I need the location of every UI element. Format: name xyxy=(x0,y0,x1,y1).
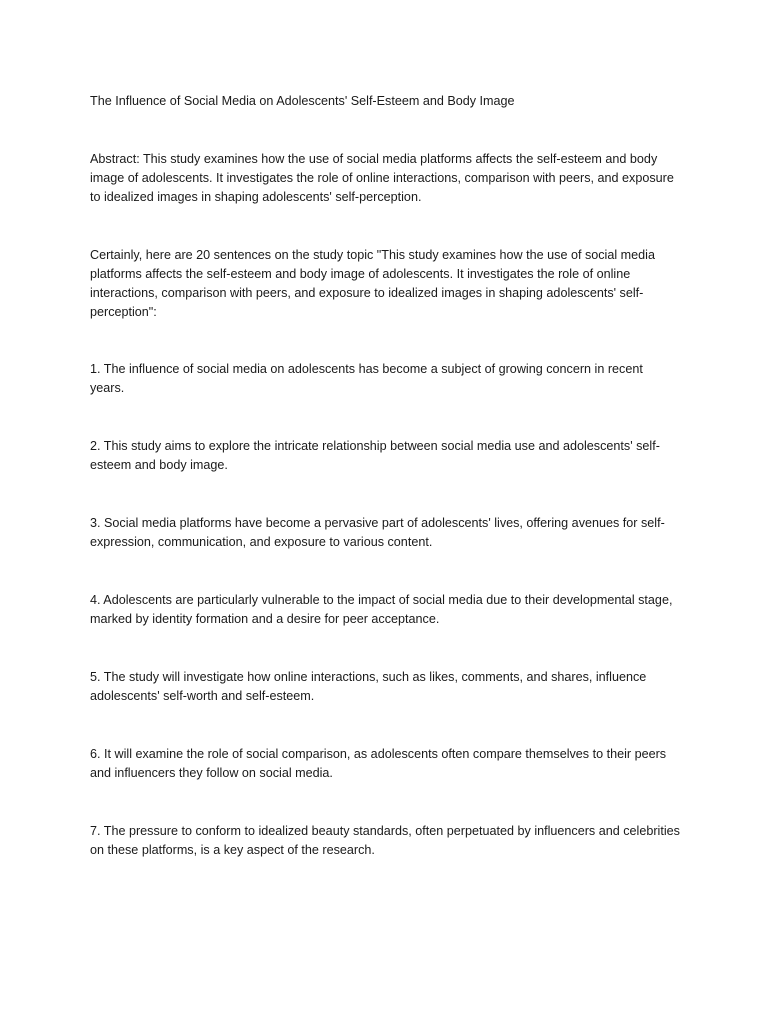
list-item: 3. Social media platforms have become a pervasive part of adolescents' lives, offering avenues for self-expression, communication, and exposure to various content. xyxy=(90,516,665,549)
intro-paragraph: Certainly, here are 20 sentences on the study topic "This study examines how the use of social media platforms affects the self-esteem and body image of adolescents. It investigates the role of online interactions, comparison with peers, and exposure to idealized images in shaping adolescents' self-perception": xyxy=(90,248,655,319)
document-title: The Influence of Social Media on Adolescents' Self-Esteem and Body Image xyxy=(90,94,515,108)
list-item: 6. It will examine the role of social comparison, as adolescents often compare themselves to their peers and influencers they follow on social media. xyxy=(90,747,667,780)
list-item: 2. This study aims to explore the intricate relationship between social media use and adolescents' self-esteem and body image. xyxy=(90,439,660,472)
list-item: 7. The pressure to conform to idealized beauty standards, often perpetuated by influencers and celebrities on these platforms, is a key aspect of the research. xyxy=(90,824,680,857)
list-item: 4. Adolescents are particularly vulnerable to the impact of social media due to their developmental stage, marked by identity formation and a desire for peer acceptance. xyxy=(90,593,673,626)
abstract-paragraph: Abstract: This study examines how the use of social media platforms affects the self-esteem and body image of adolescents. It investigates the role of online interactions, comparison with peers, and exposure to idealized images in shaping adolescents' self-perception. xyxy=(90,152,674,204)
list-item: 5. The study will investigate how online interactions, such as likes, comments, and shares, influence adolescents' self-worth and self-esteem. xyxy=(90,670,647,703)
list-item: 1. The influence of social media on adolescents has become a subject of growing concern in recent years. xyxy=(90,362,643,395)
